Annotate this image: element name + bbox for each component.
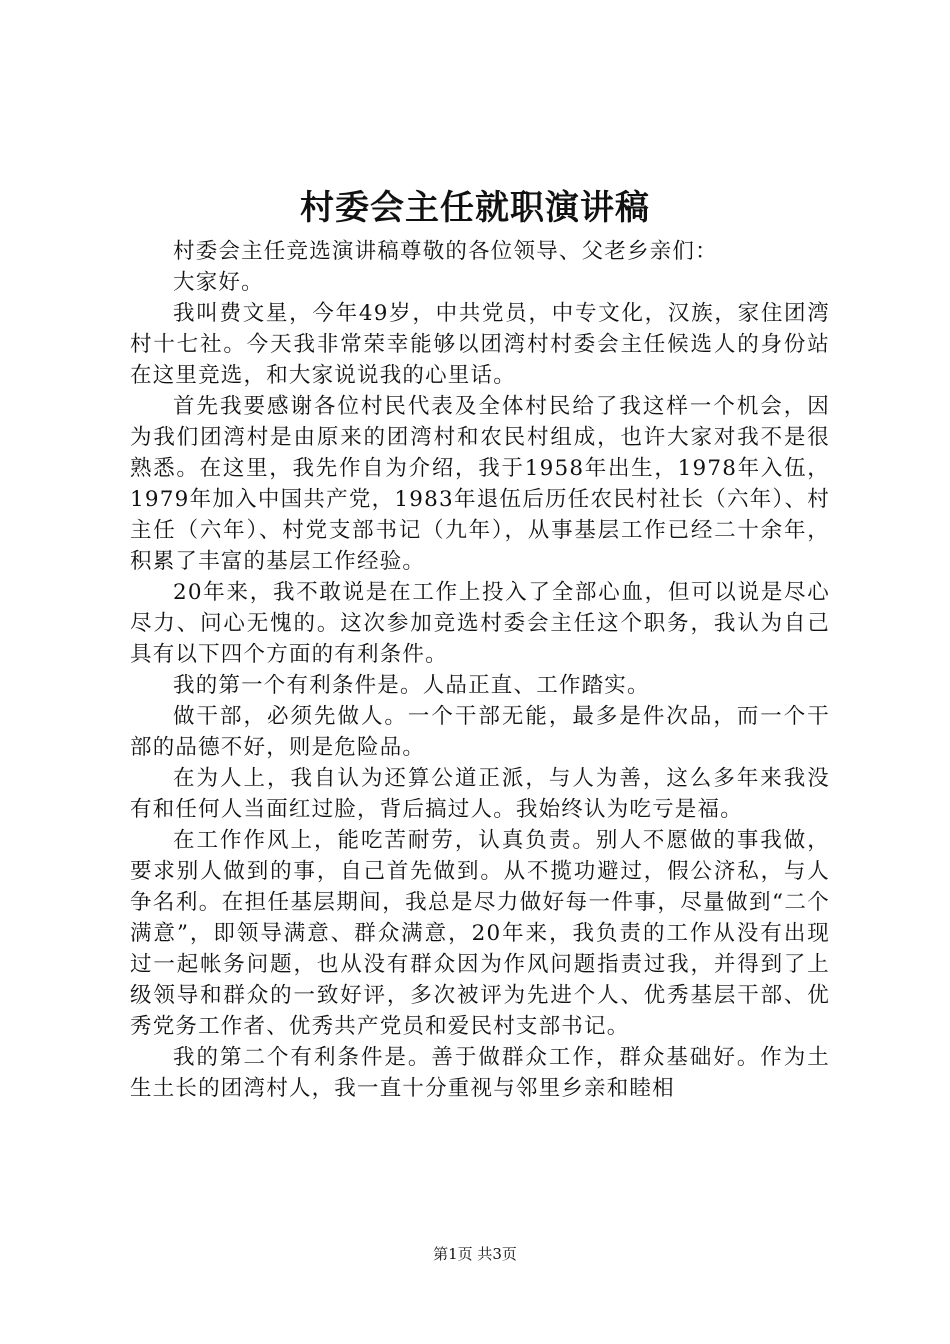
paragraph: 在为人上，我自认为还算公道正派，与人为善，这么多年来我没有和任何人当面红过脸，背后搞过人。我始终认为吃亏是福。 bbox=[130, 766, 830, 822]
paragraph: 村委会主任竞选演讲稿尊敬的各位领导、父老乡亲们： bbox=[173, 239, 718, 264]
paragraph: 20年来，我不敢说是在工作上投入了全部心血，但可以说是尽心尽力、问心无愧的。这次参加竞选村委会主任这个职务，我认为自己具有以下四个方面的有利条件。 bbox=[130, 580, 830, 667]
paragraph: 我叫费文星，今年49岁，中共党员，中专文化，汉族，家住团湾村十七社。今天我非常荣幸能够以团湾村村委会主任候选人的身份站在这里竞选，和大家说说我的心里话。 bbox=[130, 301, 830, 388]
paragraph: 做干部，必须先做人。一个干部无能，最多是件次品，而一个干部的品德不好，则是危险品。 bbox=[130, 704, 830, 760]
paragraph: 首先我要感谢各位村民代表及全体村民给了我这样一个机会，因为我们团湾村是由原来的团湾村和农民村组成，也许大家对我不是很熟悉。在这里，我先作自为介绍，我于1958年出生，1978年入伍，1979年加入中国共产党，1983年退伍后历任农民村社长（六年）、村主任（六年）、村党支部书记（九年），从事基层工作已经二十余年，积累了丰富的基层工作经验。 bbox=[130, 394, 830, 574]
paragraph: 在工作作风上，能吃苦耐劳，认真负责。别人不愿做的事我做，要求别人做到的事，自己首先做到。从不揽功避过，假公济私，与人争名利。在担任基层期间，我总是尽力做好每一件事，尽量做到“二个满意”，即领导满意、群众满意，20年来，我负责的工作从没有出现过一起帐务问题，也从没有群众因为作风问题指责过我，并得到了上级领导和群众的一致好评，多次被评为先进个人、优秀基层干部、优秀党务工作者、优秀共产党员和爱民村支部书记。 bbox=[130, 828, 830, 1039]
paragraph: 我的第二个有利条件是。善于做群众工作，群众基础好。作为土生土长的团湾村人，我一直十分重视与邻里乡亲和睦相 bbox=[130, 1045, 830, 1101]
paragraph: 我的第一个有利条件是。人品正直、工作踏实。 bbox=[173, 673, 650, 698]
document-title: 村委会主任就职演讲稿 bbox=[300, 188, 650, 228]
document-body bbox=[130, 236, 830, 1104]
paragraph: 大家好。 bbox=[173, 270, 264, 295]
page-number-footer: 第1页 共3页 bbox=[433, 1245, 517, 1263]
